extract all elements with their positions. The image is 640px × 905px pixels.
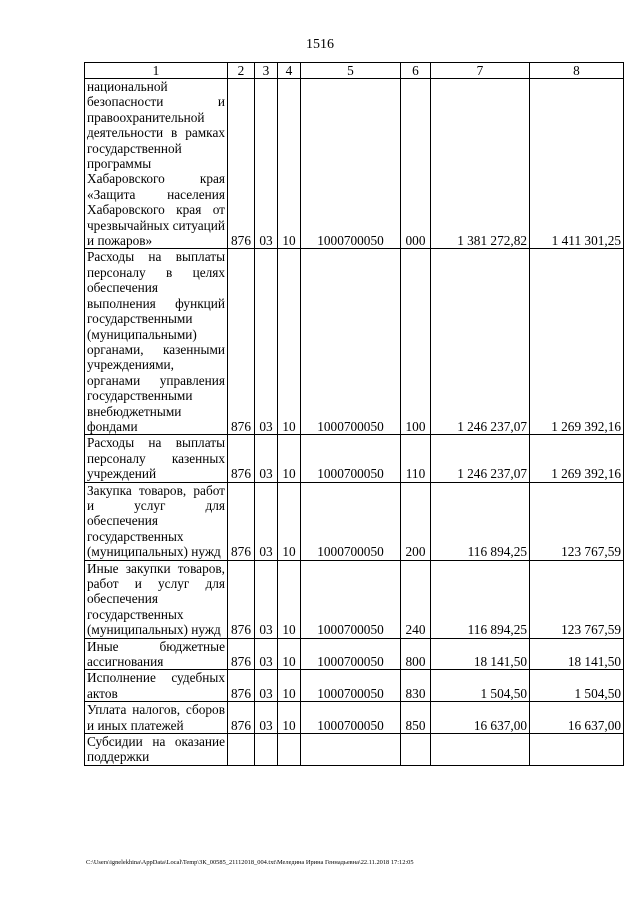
- subsection-cell: 10: [278, 702, 301, 734]
- row-name-cell: Уплата налогов, сборов и иных платежей: [85, 702, 228, 734]
- code-cell: 876: [228, 638, 255, 670]
- table-row: [85, 560, 624, 638]
- subsection-cell: 10: [278, 435, 301, 482]
- table-row: [85, 734, 624, 766]
- row-name-cell: Иные бюджетные ассигнования: [85, 638, 228, 670]
- code-cell: 876: [228, 435, 255, 482]
- amount-2020-cell: 123 767,59: [530, 560, 624, 638]
- row-name-cell: Закупка товаров, работ и услуг для обеспечения государственных (муниципальных) нужд: [85, 482, 228, 560]
- table-row: [85, 702, 624, 734]
- amount-2019-cell: 16 637,00: [431, 702, 530, 734]
- expense-type-cell: 800: [401, 638, 431, 670]
- column-header: 6: [401, 63, 431, 79]
- column-header: 5: [301, 63, 401, 79]
- section-cell: 03: [255, 249, 278, 435]
- row-name-cell: Расходы на выплаты персоналу в целях обеспечения выполнения функций государственными (муниципальными) органами, казенными учреждениями, органами управления государственными внебюджетными фондами: [85, 249, 228, 435]
- amount-2020-cell: 16 637,00: [530, 702, 624, 734]
- table-row: [85, 79, 624, 249]
- budget-table: [84, 62, 624, 766]
- subsection-cell: 10: [278, 670, 301, 702]
- column-header: 2: [228, 63, 255, 79]
- subsection-cell: [278, 734, 301, 766]
- code-cell: 876: [228, 79, 255, 249]
- column-header: 7: [431, 63, 530, 79]
- code-cell: 876: [228, 249, 255, 435]
- target-article-cell: 1000700050: [301, 249, 401, 435]
- table-body: [85, 79, 624, 766]
- amount-2019-cell: [431, 734, 530, 766]
- target-article-cell: 1000700050: [301, 638, 401, 670]
- row-name-cell: национальной безопасности и правоохранительной деятельности в рамках государственной программы Хабаровского края «Защита населения Хабаровского края от чрезвычайных ситуаций и пожаров»: [85, 79, 228, 249]
- expense-type-cell: 850: [401, 702, 431, 734]
- expense-type-cell: 200: [401, 482, 431, 560]
- section-cell: 03: [255, 702, 278, 734]
- amount-2020-cell: 1 269 392,16: [530, 435, 624, 482]
- amount-2020-cell: 18 141,50: [530, 638, 624, 670]
- amount-2019-cell: 116 894,25: [431, 560, 530, 638]
- section-cell: 03: [255, 482, 278, 560]
- column-header: 3: [255, 63, 278, 79]
- table-row: [85, 482, 624, 560]
- section-cell: 03: [255, 560, 278, 638]
- column-header: 1: [85, 63, 228, 79]
- code-cell: 876: [228, 670, 255, 702]
- section-cell: [255, 734, 278, 766]
- subsection-cell: 10: [278, 79, 301, 249]
- subsection-cell: 10: [278, 638, 301, 670]
- expense-type-cell: 000: [401, 79, 431, 249]
- amount-2020-cell: 1 269 392,16: [530, 249, 624, 435]
- table-row: [85, 435, 624, 482]
- amount-2020-cell: 1 411 301,25: [530, 79, 624, 249]
- code-cell: 876: [228, 560, 255, 638]
- section-cell: 03: [255, 79, 278, 249]
- expense-type-cell: 110: [401, 435, 431, 482]
- amount-2019-cell: 116 894,25: [431, 482, 530, 560]
- row-name-cell: Исполнение судебных актов: [85, 670, 228, 702]
- amount-2019-cell: 1 246 237,07: [431, 435, 530, 482]
- target-article-cell: 1000700050: [301, 435, 401, 482]
- target-article-cell: 1000700050: [301, 79, 401, 249]
- row-name-cell: Иные закупки товаров, работ и услуг для обеспечения государственных (муниципальных) нужд: [85, 560, 228, 638]
- section-cell: 03: [255, 638, 278, 670]
- header-row: [85, 63, 624, 79]
- target-article-cell: 1000700050: [301, 560, 401, 638]
- code-cell: 876: [228, 482, 255, 560]
- target-article-cell: 1000700050: [301, 670, 401, 702]
- amount-2020-cell: 123 767,59: [530, 482, 624, 560]
- amount-2020-cell: [530, 734, 624, 766]
- target-article-cell: 1000700050: [301, 482, 401, 560]
- column-header: 8: [530, 63, 624, 79]
- amount-2019-cell: 18 141,50: [431, 638, 530, 670]
- table-row: [85, 638, 624, 670]
- footer-file-path: C:\Users\ignelekhina\AppData\Local\Temp\ЗК_00585_21112018_004.txt\Меледина Ирина Геннадьевна\22.11.2018 17:12:05: [86, 859, 414, 866]
- expense-type-cell: [401, 734, 431, 766]
- subsection-cell: 10: [278, 560, 301, 638]
- expense-type-cell: 100: [401, 249, 431, 435]
- amount-2019-cell: 1 504,50: [431, 670, 530, 702]
- amount-2019-cell: 1 246 237,07: [431, 249, 530, 435]
- subsection-cell: 10: [278, 249, 301, 435]
- amount-2019-cell: 1 381 272,82: [431, 79, 530, 249]
- code-cell: [228, 734, 255, 766]
- table-row: [85, 249, 624, 435]
- expense-type-cell: 830: [401, 670, 431, 702]
- row-name-cell: Расходы на выплаты персоналу казенных учреждений: [85, 435, 228, 482]
- target-article-cell: 1000700050: [301, 702, 401, 734]
- column-header: 4: [278, 63, 301, 79]
- section-cell: 03: [255, 435, 278, 482]
- code-cell: 876: [228, 702, 255, 734]
- target-article-cell: [301, 734, 401, 766]
- amount-2020-cell: 1 504,50: [530, 670, 624, 702]
- section-cell: 03: [255, 670, 278, 702]
- table-row: [85, 670, 624, 702]
- page-number: 1516: [306, 37, 334, 52]
- subsection-cell: 10: [278, 482, 301, 560]
- row-name-cell: Субсидии на оказание поддержки: [85, 734, 228, 766]
- expense-type-cell: 240: [401, 560, 431, 638]
